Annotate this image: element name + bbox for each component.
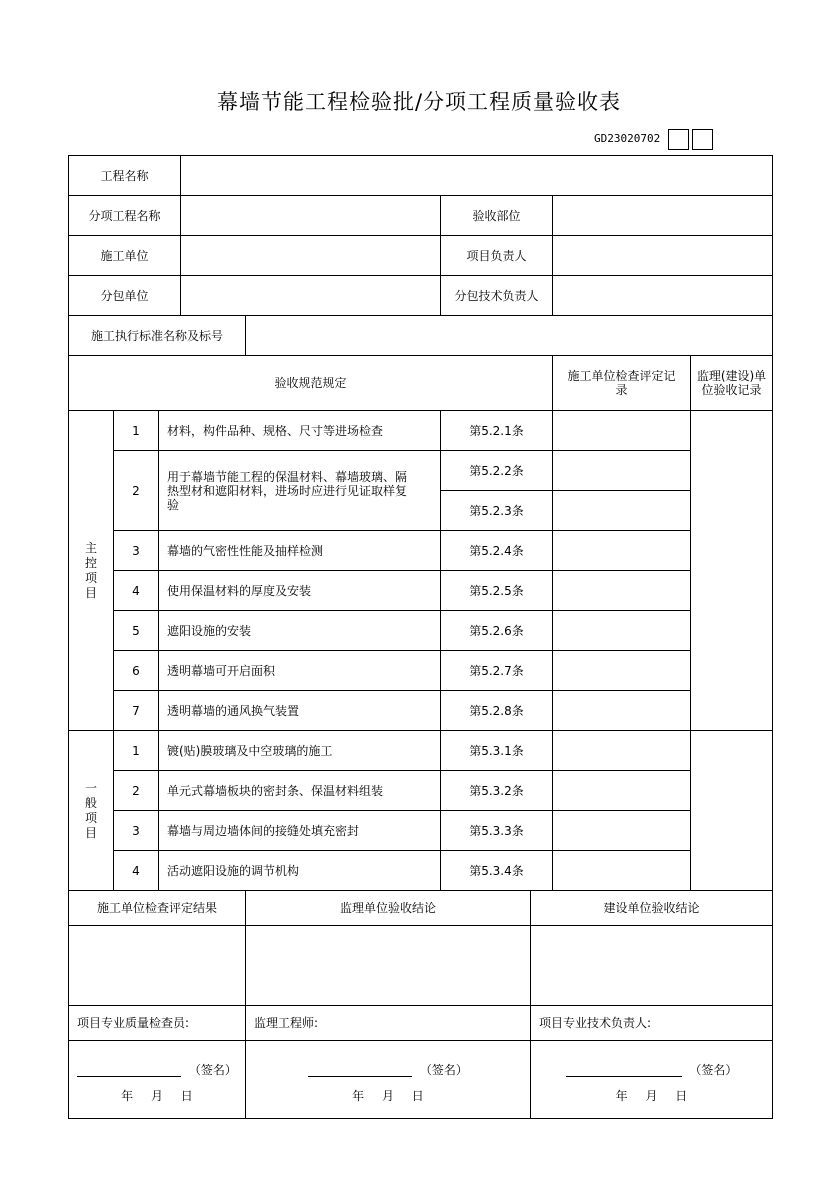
main-item-record[interactable] — [553, 491, 691, 531]
main-item-record[interactable] — [553, 691, 691, 731]
main-item-no: 5 — [114, 611, 159, 651]
main-item-clause: 第5.2.7条 — [441, 651, 553, 691]
signature-block-supervisor[interactable] — [246, 1041, 531, 1119]
value-sub-project[interactable] — [181, 196, 441, 236]
main-item-clause: 第5.2.3条 — [441, 491, 553, 531]
general-item-record[interactable] — [553, 811, 691, 851]
signature-label: （签名） — [188, 1063, 237, 1077]
header-supervisor: 监理(建设)单位验收记录 — [691, 356, 773, 411]
label-constructor-result: 施工单位检查评定结果 — [69, 891, 246, 926]
main-item-no: 6 — [114, 651, 159, 691]
general-item-no: 4 — [114, 851, 159, 891]
label-accept-part: 验收部位 — [441, 196, 553, 236]
signature-block-constructor[interactable] — [69, 1041, 246, 1119]
main-item-clause: 第5.2.4条 — [441, 531, 553, 571]
label-project-manager: 项目负责人 — [441, 236, 553, 276]
value-constructor-result[interactable] — [69, 926, 246, 1006]
label-subcontractor: 分包单位 — [69, 276, 181, 316]
signature-line[interactable] — [77, 1062, 181, 1077]
main-items-label: 主控项目 — [69, 411, 114, 731]
main-item-no: 4 — [114, 571, 159, 611]
header-spec: 验收规范规定 — [69, 356, 553, 411]
general-item-no: 3 — [114, 811, 159, 851]
general-item-text: 单元式幕墙板块的密封条、保温材料组装 — [159, 771, 441, 811]
label-supervisor-engineer: 监理工程师: — [246, 1006, 531, 1041]
label-sub-tech-lead: 分包技术负责人 — [441, 276, 553, 316]
value-subcontractor[interactable] — [181, 276, 441, 316]
date-label: 年 月 日 — [352, 1089, 424, 1103]
general-item-text: 幕墙与周边墙体间的接缝处填充密封 — [159, 811, 441, 851]
general-item-clause: 第5.3.2条 — [441, 771, 553, 811]
signature-block-owner[interactable] — [531, 1041, 773, 1119]
general-items-label: 一般项目 — [69, 731, 114, 891]
main-item-record[interactable] — [553, 611, 691, 651]
label-supervisor-conclusion: 监理单位验收结论 — [246, 891, 531, 926]
form-code: GD23020702 — [594, 132, 661, 145]
main-item-no: 7 — [114, 691, 159, 731]
signature-label: （签名） — [419, 1063, 468, 1077]
main-item-text: 透明幕墙可开启面积 — [159, 651, 441, 691]
code-box-1[interactable] — [668, 129, 689, 150]
main-item-clause: 第5.2.6条 — [441, 611, 553, 651]
main-item-no: 2 — [114, 451, 159, 531]
general-item-clause: 第5.3.1条 — [441, 731, 553, 771]
value-standard[interactable] — [246, 316, 773, 356]
main-item-clause: 第5.2.5条 — [441, 571, 553, 611]
main-item-text: 使用保温材料的厚度及安装 — [159, 571, 441, 611]
general-item-text: 镀(贴)膜玻璃及中空玻璃的施工 — [159, 731, 441, 771]
main-item-record[interactable] — [553, 411, 691, 451]
general-item-text: 活动遮阳设施的调节机构 — [159, 851, 441, 891]
main-item-text: 用于幕墙节能工程的保温材料、幕墙玻璃、隔热型材和遮阳材料，进场时应进行见证取样复验 — [159, 451, 441, 531]
label-owner-conclusion: 建设单位验收结论 — [531, 891, 773, 926]
general-item-record[interactable] — [553, 771, 691, 811]
label-sub-project: 分项工程名称 — [69, 196, 181, 236]
main-item-no: 3 — [114, 531, 159, 571]
value-accept-part[interactable] — [553, 196, 773, 236]
main-item-text: 材料，构件品种、规格、尺寸等进场检查 — [159, 411, 441, 451]
value-constructor[interactable] — [181, 236, 441, 276]
main-item-record[interactable] — [553, 451, 691, 491]
signature-label: （签名） — [689, 1063, 738, 1077]
general-supervisor-record[interactable] — [691, 731, 773, 891]
main-item-clause: 第5.2.1条 — [441, 411, 553, 451]
main-item-clause: 第5.2.8条 — [441, 691, 553, 731]
main-supervisor-record[interactable] — [691, 411, 773, 731]
general-item-no: 2 — [114, 771, 159, 811]
general-item-no: 1 — [114, 731, 159, 771]
value-project-manager[interactable] — [553, 236, 773, 276]
general-item-record[interactable] — [553, 731, 691, 771]
label-tech-lead: 项目专业技术负责人: — [531, 1006, 773, 1041]
main-item-record[interactable] — [553, 531, 691, 571]
acceptance-form — [68, 155, 773, 1119]
signature-line[interactable] — [566, 1062, 682, 1077]
value-owner-conclusion[interactable] — [531, 926, 773, 1006]
value-sub-tech-lead[interactable] — [553, 276, 773, 316]
main-item-record[interactable] — [553, 571, 691, 611]
value-project-name[interactable] — [181, 156, 773, 196]
header-record: 施工单位检查评定记录 — [553, 356, 691, 411]
date-label: 年 月 日 — [121, 1089, 193, 1103]
main-item-no: 1 — [114, 411, 159, 451]
value-supervisor-conclusion[interactable] — [246, 926, 531, 1006]
signature-line[interactable] — [308, 1062, 412, 1077]
general-item-record[interactable] — [553, 851, 691, 891]
general-item-clause: 第5.3.4条 — [441, 851, 553, 891]
main-item-text: 幕墙的气密性性能及抽样检测 — [159, 531, 441, 571]
general-item-clause: 第5.3.3条 — [441, 811, 553, 851]
label-project-name: 工程名称 — [69, 156, 181, 196]
page-title: 幕墙节能工程检验批/分项工程质量验收表 — [216, 90, 622, 114]
date-label: 年 月 日 — [615, 1089, 688, 1103]
main-item-text: 透明幕墙的通风换气装置 — [159, 691, 441, 731]
label-constructor: 施工单位 — [69, 236, 181, 276]
code-box-2[interactable] — [692, 129, 713, 150]
main-item-text: 遮阳设施的安装 — [159, 611, 441, 651]
main-item-record[interactable] — [553, 651, 691, 691]
label-quality-inspector: 项目专业质量检查员: — [69, 1006, 246, 1041]
label-standard: 施工执行标准名称及标号 — [69, 316, 246, 356]
main-item-clause: 第5.2.2条 — [441, 451, 553, 491]
